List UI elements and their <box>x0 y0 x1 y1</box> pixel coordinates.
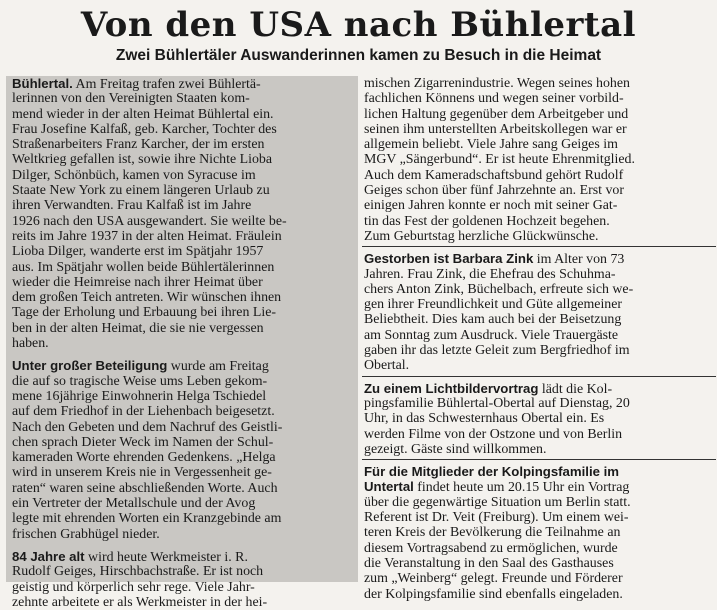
keyword: Gestorben ist Barbara Zink <box>364 251 534 267</box>
line-text: Lioba Dilger, wanderte erst im Spätjahr 1957 <box>12 244 264 260</box>
line-text: geistig und körperlich sehr rege. Viele Jahr- <box>12 579 255 595</box>
line-text: Straßenarbeiters Franz Karcher, der im ersten <box>12 137 265 153</box>
text-line <box>6 137 358 152</box>
text-line <box>362 525 716 540</box>
text-line <box>6 336 358 351</box>
keyword: Zu einem Lichtbildervortrag <box>364 380 539 396</box>
line-text: mene 16jährige Einwohnerin Helga Tschiedel <box>12 388 267 404</box>
text-line <box>362 122 716 137</box>
line-text: pingsfamilie Bühlertal-Obertal auf Dienstag, 20 <box>364 395 630 411</box>
line-text: reits im Jahre 1937 in der alten Heimat. Fräulein <box>12 228 282 244</box>
line-text: lädt die Kol- <box>538 381 613 397</box>
text-line <box>362 343 716 358</box>
line-text: auf dem Friedhof in der Liehenbach beigesetzt. <box>12 404 275 420</box>
text-line <box>6 275 358 290</box>
text-line <box>6 496 358 511</box>
keyword: Bühlertal. <box>12 76 73 91</box>
line-text: Jahren. Frau Zink, die Ehefrau des Schuhma- <box>364 266 616 282</box>
line-text: diesem Vortragsabend zu ermöglichen, wurde <box>364 540 618 556</box>
line-text: aus. Im Spätjahr wollen beide Bühlertälerinnen <box>12 259 275 275</box>
text-line <box>6 76 358 91</box>
paragraph <box>362 464 716 602</box>
text-line <box>362 183 716 198</box>
text-line <box>6 389 358 404</box>
paragraph <box>6 358 358 542</box>
text-line <box>362 571 716 586</box>
line-text: chen sprach Dieter Weck im Namen der Schul- <box>12 434 274 450</box>
subheadline: Zwei Bühlertäler Auswanderinnen kamen zu Besuch in die Heimat <box>115 47 602 64</box>
text-line <box>362 229 716 244</box>
text-line <box>362 251 716 266</box>
text-line <box>362 556 716 571</box>
text-line <box>6 465 358 480</box>
text-line <box>362 282 716 297</box>
line-text: chers Anton Zink, Büchelbach, erfreute sich we- <box>364 281 634 297</box>
line-text: gen ihrer Freundlichkeit und Güte allgemeiner <box>364 297 623 313</box>
line-text: im Alter von 73 <box>533 252 625 268</box>
text-line <box>6 374 358 389</box>
text-line <box>362 214 716 229</box>
headline: Von den USA nach Bühlertal <box>80 5 637 45</box>
line-text: werden Filme von der Ostzone und von Berlin <box>364 426 623 442</box>
text-line <box>6 122 358 137</box>
text-line <box>362 479 716 494</box>
line-text: frischen Grabhügel nieder. <box>12 526 160 542</box>
line-text: raten“ waren seine abschließenden Worte. Auch <box>12 480 278 496</box>
line-text: allgemein beliebt. Viele Jahre sang Geiges im <box>364 137 618 153</box>
text-line <box>362 198 716 213</box>
line-text: legte mit ehrenden Worten ein Kranzgebinde am <box>12 511 282 527</box>
text-line <box>6 198 358 213</box>
line-text: Staate New York zu einem längeren Urlaub zu <box>12 183 270 199</box>
text-line <box>6 404 358 419</box>
line-text: mend wieder in der alten Heimat Bühlertal ein. <box>12 106 274 122</box>
line-text: einigen Jahren konnte er noch mit seiner Gat- <box>364 198 618 214</box>
keyword: 84 Jahre alt <box>12 548 85 564</box>
text-line <box>362 267 716 282</box>
line-text: Dilger, Schönbüch, kamen von Syracuse im <box>12 167 256 183</box>
line-text: wurde am Freitag <box>167 359 269 375</box>
text-line <box>6 595 358 610</box>
line-text: seinen ihm unterstellten Arbeitskollegen war er <box>364 121 627 137</box>
line-text: teren Kreis der Bevölkerung die Teilnahme an <box>364 525 621 541</box>
line-text: wieder die Heimreise nach ihrer Heimat über <box>12 274 263 290</box>
line-text: Uhr, in das Schwesternhaus Obertal ein. Es <box>364 411 605 427</box>
line-text: gaben ihr das letzte Geleit zum Bergfriedhof im <box>364 343 630 359</box>
text-line <box>6 168 358 183</box>
text-line <box>6 358 358 373</box>
line-text: über die gegenwärtige Situation um Berlin statt. <box>364 494 631 510</box>
line-text: Am Freitag trafen zwei Bühlertä- <box>72 77 261 92</box>
line-text: kameraden Worte ehrenden Gedenkens. „Helga <box>12 450 276 466</box>
text-line <box>362 107 716 122</box>
line-text: ben in der alten Heimat, die sie nie vergessen <box>12 320 264 336</box>
text-line <box>6 229 358 244</box>
text-line <box>6 107 358 122</box>
line-text: Auch dem Kameradschaftsbund gehört Rudolf <box>364 167 624 183</box>
paragraph-divider <box>362 376 716 377</box>
text-line <box>6 435 358 450</box>
line-text: Beliebtheit. Dies kam auch bei der Beisetzung <box>364 312 622 328</box>
text-line <box>6 420 358 435</box>
text-line <box>362 442 716 457</box>
line-text: Geiges schon über fünf Jahrzehnte an. Erst vor <box>364 183 624 199</box>
text-line <box>6 290 358 305</box>
text-line <box>6 549 358 564</box>
line-text: Zum Geburtstag herzliche Glückwünsche. <box>364 228 599 244</box>
text-line <box>6 321 358 336</box>
line-text: ein Vertreter der Metallschule und der Avog <box>12 496 256 512</box>
text-line <box>362 152 716 167</box>
line-text: am Sonntag zum Ausdruck. Viele Trauergäste <box>364 327 619 343</box>
line-text: Frau Josefine Kalfaß, geb. Karcher, Tochter des <box>12 121 277 137</box>
text-line <box>6 527 358 542</box>
line-text: zum „Weinberg“ gelegt. Freunde und Förderer <box>364 571 623 587</box>
text-line <box>6 564 358 579</box>
paragraph <box>362 251 716 373</box>
paragraph <box>6 76 358 351</box>
text-line <box>362 396 716 411</box>
line-text: haben. <box>12 336 49 352</box>
text-line <box>362 358 716 373</box>
line-text: tin das Fest der goldenen Hochzeit begehen. <box>364 213 610 229</box>
text-line <box>362 510 716 525</box>
line-text: lerinnen von den Vereinigten Staaten kom- <box>12 91 250 107</box>
line-text: Nach den Gebeten und dem Nachruf des Geistli- <box>12 419 283 435</box>
paragraph <box>6 549 358 610</box>
text-line <box>6 580 358 595</box>
text-line <box>362 495 716 510</box>
line-text: fachlichen Könnens und wegen seiner vorbild- <box>364 91 624 107</box>
text-line <box>362 541 716 556</box>
text-line <box>362 381 716 396</box>
paragraph <box>362 76 716 244</box>
line-text: der Kolpingsfamilie sind ebenfalls eingeladen. <box>364 586 623 602</box>
text-line <box>6 260 358 275</box>
text-line <box>6 183 358 198</box>
line-text: Referent ist Dr. Veit (Freiburg). Um einem wei- <box>364 510 629 526</box>
text-line <box>6 244 358 259</box>
text-line <box>6 214 358 229</box>
text-line <box>6 481 358 496</box>
left-column <box>6 76 358 610</box>
text-line <box>362 168 716 183</box>
line-text: dem großen Teich antreten. Wir wünschen ihnen <box>12 290 282 306</box>
text-line <box>6 450 358 465</box>
text-line <box>362 137 716 152</box>
line-text: 1926 nach den USA ausgewandert. Sie weilte be- <box>12 213 287 229</box>
text-line <box>6 152 358 167</box>
text-line <box>362 464 716 479</box>
text-line <box>362 91 716 106</box>
keyword: Unter großer Beteiligung <box>12 358 168 374</box>
text-line <box>6 511 358 526</box>
paragraph-divider <box>362 459 716 460</box>
line-text: lichen Haltung gegenüber dem Arbeitgeber und <box>364 106 629 122</box>
text-line <box>6 305 358 320</box>
text-line <box>362 411 716 426</box>
text-line <box>6 91 358 106</box>
line-text: die auf so tragische Weise ums Leben gekom- <box>12 373 268 389</box>
line-text: ihren Verwandten. Frau Kalfaß ist im Jahre <box>12 198 252 214</box>
text-line <box>362 328 716 343</box>
text-line <box>362 297 716 312</box>
right-column <box>362 76 716 602</box>
keyword: Für die Mitglieder der Kolpingsfamilie im <box>364 464 619 480</box>
line-text: wird heute Werkmeister i. R. <box>84 549 248 565</box>
keyword: Untertal <box>364 479 414 495</box>
line-text: findet heute um 20.15 Uhr ein Vortrag <box>413 480 630 496</box>
paragraph <box>362 381 716 457</box>
line-text: mischen Zigarrenindustrie. Wegen seines hohen <box>364 76 630 91</box>
line-text: Rudolf Geiges, Hirschbachstraße. Er ist noch <box>12 564 264 580</box>
text-line <box>362 76 716 91</box>
line-text: wird in unserem Kreis nie in Vergessenheit ge- <box>12 465 272 481</box>
line-text: zehnte arbeitete er als Werkmeister in der hei- <box>12 594 268 610</box>
text-line <box>362 312 716 327</box>
line-text: MGV „Sängerbund“. Er ist heute Ehrenmitglied. <box>364 152 635 168</box>
line-text: Obertal. <box>364 358 410 374</box>
line-text: Tage der Erholung und Erbauung bei ihren Lie- <box>12 305 277 321</box>
line-text: Weltkrieg gefallen ist, sowie ihre Nichte Lioba <box>12 152 273 168</box>
line-text: die Veranstaltung in den Saal des Gasthauses <box>364 555 614 571</box>
paragraph-divider <box>362 246 716 247</box>
text-line <box>362 427 716 442</box>
line-text: gezeigt. Gäste sind willkommen. <box>364 441 547 457</box>
